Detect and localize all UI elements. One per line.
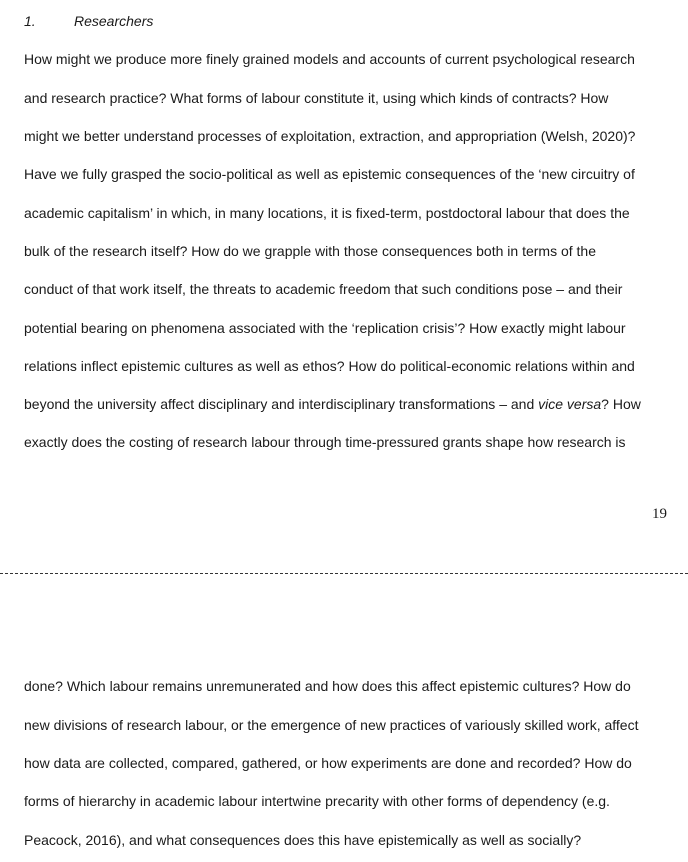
line-text: ? How (601, 396, 641, 412)
paragraph-line: exactly does the costing of research labour through time-pressured grants shape how research is (24, 434, 626, 450)
paragraph-line: bulk of the research itself? How do we grapple with those consequences both in terms of the (24, 243, 596, 259)
paragraph-line: and research practice? What forms of labour constitute it, using which kinds of contracts? How (24, 90, 609, 106)
paragraph-line: Peacock, 2016), and what consequences does this have epistemically as well as socially? (24, 832, 582, 848)
document-page-bottom (0, 578, 688, 862)
paragraph-line: conduct of that work itself, the threats to academic freedom that such conditions pose – and their (24, 281, 623, 297)
section-heading (24, 11, 153, 31)
page-break-divider (0, 573, 688, 574)
paragraph-line: new divisions of research labour, or the emergence of new practices of variously skilled work, affect (24, 717, 639, 733)
paragraph-line: Have we fully grasped the socio-political as well as epistemic consequences of the ‘new circuitry of (24, 166, 635, 182)
paragraph-line: forms of hierarchy in academic labour intertwine precarity with other forms of dependency (e.g. (24, 793, 610, 809)
page-number: 19 (652, 506, 667, 522)
paragraph-line: academic capitalism’ in which, in many locations, it is fixed-term, postdoctoral labour that does the (24, 205, 630, 221)
paragraph-line (24, 394, 641, 414)
section-title: Researchers (74, 13, 154, 29)
paragraph-line: how data are collected, compared, gathered, or how experiments are done and recorded? How do (24, 755, 632, 771)
paragraph-line: How might we produce more finely grained models and accounts of current psychological research (24, 51, 635, 67)
italic-phrase: vice versa (538, 396, 602, 412)
section-number: 1. (24, 13, 36, 29)
paragraph-line: might we better understand processes of exploitation, extraction, and appropriation (Welsh, 2020)? (24, 128, 636, 144)
line-text: beyond the university affect disciplinary and interdisciplinary transformations – and (24, 396, 539, 412)
paragraph-line: relations inflect epistemic cultures as well as ethos? How do political-economic relations within and (24, 358, 635, 374)
paragraph-line: done? Which labour remains unremunerated and how does this affect epistemic cultures? How do (24, 678, 631, 694)
paragraph-line: potential bearing on phenomena associated with the ‘replication crisis’? How exactly might labour (24, 320, 626, 336)
